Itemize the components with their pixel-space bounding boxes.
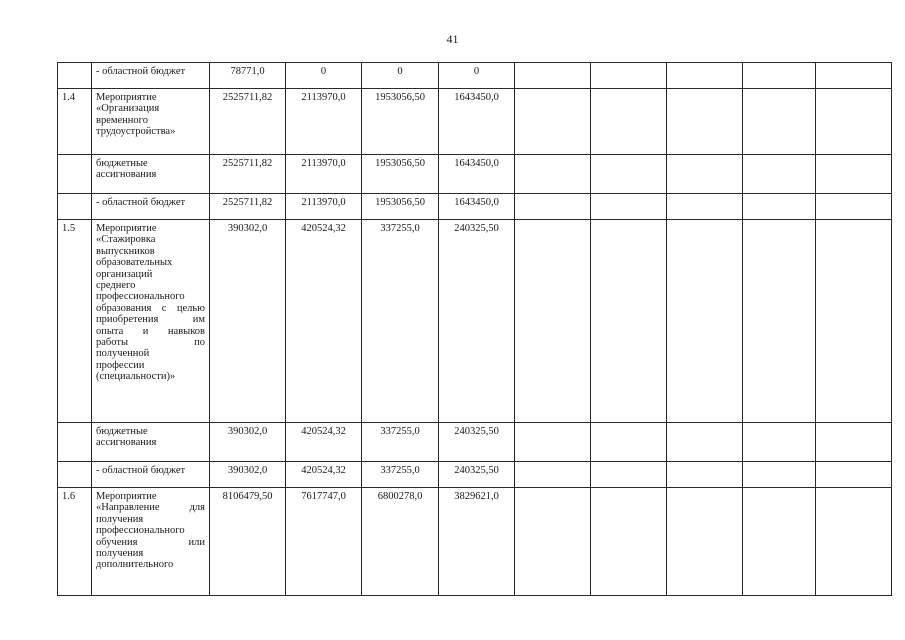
value-cell-v3: 1953056,50: [362, 89, 439, 155]
row-description-cell: [92, 220, 210, 423]
row-description-cell: [92, 488, 210, 596]
table-row: [58, 63, 892, 89]
description-line: - областной бюджет: [96, 66, 186, 77]
empty-cell: [816, 220, 892, 423]
empty-cell: [591, 89, 667, 155]
value-cell-v3: 6800278,0: [362, 488, 439, 596]
description-line: Мероприятие: [96, 92, 157, 103]
empty-cell: [816, 194, 892, 220]
empty-cell: [591, 462, 667, 488]
empty-cell: [667, 488, 743, 596]
description-line: выпускников: [96, 245, 155, 257]
description-line: получения: [96, 513, 144, 525]
description-line: временного: [96, 114, 148, 126]
value-cell-v2: 2113970,0: [286, 194, 362, 220]
empty-cell: [667, 194, 743, 220]
row-index-cell: [58, 462, 92, 488]
value-cell-v4: 1643450,0: [439, 89, 515, 155]
table-row: [58, 89, 892, 155]
empty-cell: [515, 220, 591, 423]
row-description-cell: [92, 462, 210, 488]
budget-table: [57, 62, 892, 596]
value-cell-v4: 240325,50: [439, 423, 515, 462]
value-cell-v4: 240325,50: [439, 462, 515, 488]
row-index-cell: [58, 63, 92, 89]
empty-cell: [515, 63, 591, 89]
table-row: [58, 423, 892, 462]
row-description-cell: [92, 194, 210, 220]
description-line: среднего: [96, 280, 136, 292]
description-line: организаций: [96, 268, 153, 280]
empty-cell: [591, 423, 667, 462]
description-line: работы по: [96, 337, 205, 349]
description-line: образовательных: [96, 257, 173, 269]
value-cell-v4: 0: [439, 63, 515, 89]
table-row: [58, 488, 892, 596]
row-description-cell: [92, 423, 210, 462]
value-cell-v1: 390302,0: [210, 462, 286, 488]
value-cell-v3: 1953056,50: [362, 155, 439, 194]
empty-cell: [743, 462, 816, 488]
value-cell-v1: 2525711,82: [210, 155, 286, 194]
value-cell-v3: 0: [362, 63, 439, 89]
value-cell-v2: 420524,32: [286, 423, 362, 462]
empty-cell: [591, 155, 667, 194]
description-line: профессионального: [96, 291, 185, 303]
empty-cell: [515, 89, 591, 155]
empty-cell: [816, 423, 892, 462]
description-line: опыта и навыков: [96, 325, 205, 337]
description-line: «Стажировка: [96, 234, 156, 246]
description-line: обучения или: [96, 536, 205, 548]
value-cell-v3: 337255,0: [362, 220, 439, 423]
empty-cell: [515, 423, 591, 462]
empty-cell: [816, 89, 892, 155]
value-cell-v3: 337255,0: [362, 423, 439, 462]
description-line: приобретения им: [96, 314, 205, 326]
empty-cell: [667, 423, 743, 462]
description-line: дополнительного: [96, 559, 174, 571]
row-index-cell: 1.4: [58, 89, 92, 155]
value-cell-v3: 337255,0: [362, 462, 439, 488]
description-line: полученной: [96, 348, 150, 360]
value-cell-v4: 3829621,0: [439, 488, 515, 596]
row-description-cell: [92, 89, 210, 155]
value-cell-v1: 8106479,50: [210, 488, 286, 596]
value-cell-v1: 78771,0: [210, 63, 286, 89]
empty-cell: [743, 89, 816, 155]
description-line: профессионального: [96, 525, 185, 537]
table-row: [58, 155, 892, 194]
value-cell-v2: 7617747,0: [286, 488, 362, 596]
value-cell-v2: 420524,32: [286, 462, 362, 488]
empty-cell: [816, 63, 892, 89]
row-index-cell: 1.6: [58, 488, 92, 596]
empty-cell: [667, 155, 743, 194]
value-cell-v1: 390302,0: [210, 220, 286, 423]
empty-cell: [591, 220, 667, 423]
row-description-cell: [92, 155, 210, 194]
page-number: 41: [446, 32, 459, 46]
empty-cell: [667, 63, 743, 89]
empty-cell: [816, 155, 892, 194]
description-line: «Организация: [96, 103, 160, 115]
table-row: [58, 220, 892, 423]
description-line: получения: [96, 548, 144, 560]
description-line: ассигнования: [96, 169, 157, 181]
empty-cell: [515, 155, 591, 194]
description-line: образования с целью: [96, 302, 205, 314]
description-line: Мероприятие: [96, 223, 157, 234]
table-row: [58, 462, 892, 488]
description-line: «Направление для: [96, 502, 205, 514]
row-index-cell: [58, 423, 92, 462]
description-line: бюджетные: [96, 426, 148, 437]
empty-cell: [743, 488, 816, 596]
row-index-cell: 1.5: [58, 220, 92, 423]
row-index-cell: [58, 155, 92, 194]
value-cell-v2: 2113970,0: [286, 89, 362, 155]
description-line: Мероприятие: [96, 491, 157, 502]
description-line: ассигнования: [96, 437, 157, 449]
row-description-cell: [92, 63, 210, 89]
value-cell-v1: 390302,0: [210, 423, 286, 462]
value-cell-v2: 2113970,0: [286, 155, 362, 194]
empty-cell: [667, 462, 743, 488]
empty-cell: [667, 220, 743, 423]
description-line: бюджетные: [96, 158, 148, 169]
empty-cell: [515, 488, 591, 596]
value-cell-v1: 2525711,82: [210, 89, 286, 155]
empty-cell: [816, 488, 892, 596]
empty-cell: [591, 194, 667, 220]
empty-cell: [816, 462, 892, 488]
empty-cell: [667, 89, 743, 155]
description-line: - областной бюджет: [96, 197, 186, 208]
value-cell-v4: 240325,50: [439, 220, 515, 423]
description-line: профессии: [96, 359, 145, 371]
value-cell-v1: 2525711,82: [210, 194, 286, 220]
value-cell-v4: 1643450,0: [439, 155, 515, 194]
value-cell-v2: 0: [286, 63, 362, 89]
table-row: [58, 194, 892, 220]
empty-cell: [743, 220, 816, 423]
description-line: - областной бюджет: [96, 465, 186, 476]
empty-cell: [591, 488, 667, 596]
value-cell-v2: 420524,32: [286, 220, 362, 423]
empty-cell: [743, 63, 816, 89]
empty-cell: [743, 155, 816, 194]
empty-cell: [743, 423, 816, 462]
empty-cell: [743, 194, 816, 220]
row-index-cell: [58, 194, 92, 220]
value-cell-v3: 1953056,50: [362, 194, 439, 220]
empty-cell: [515, 194, 591, 220]
description-line: (специальности)»: [96, 371, 176, 383]
value-cell-v4: 1643450,0: [439, 194, 515, 220]
empty-cell: [515, 462, 591, 488]
empty-cell: [591, 63, 667, 89]
description-line: трудоустройства»: [96, 126, 176, 138]
